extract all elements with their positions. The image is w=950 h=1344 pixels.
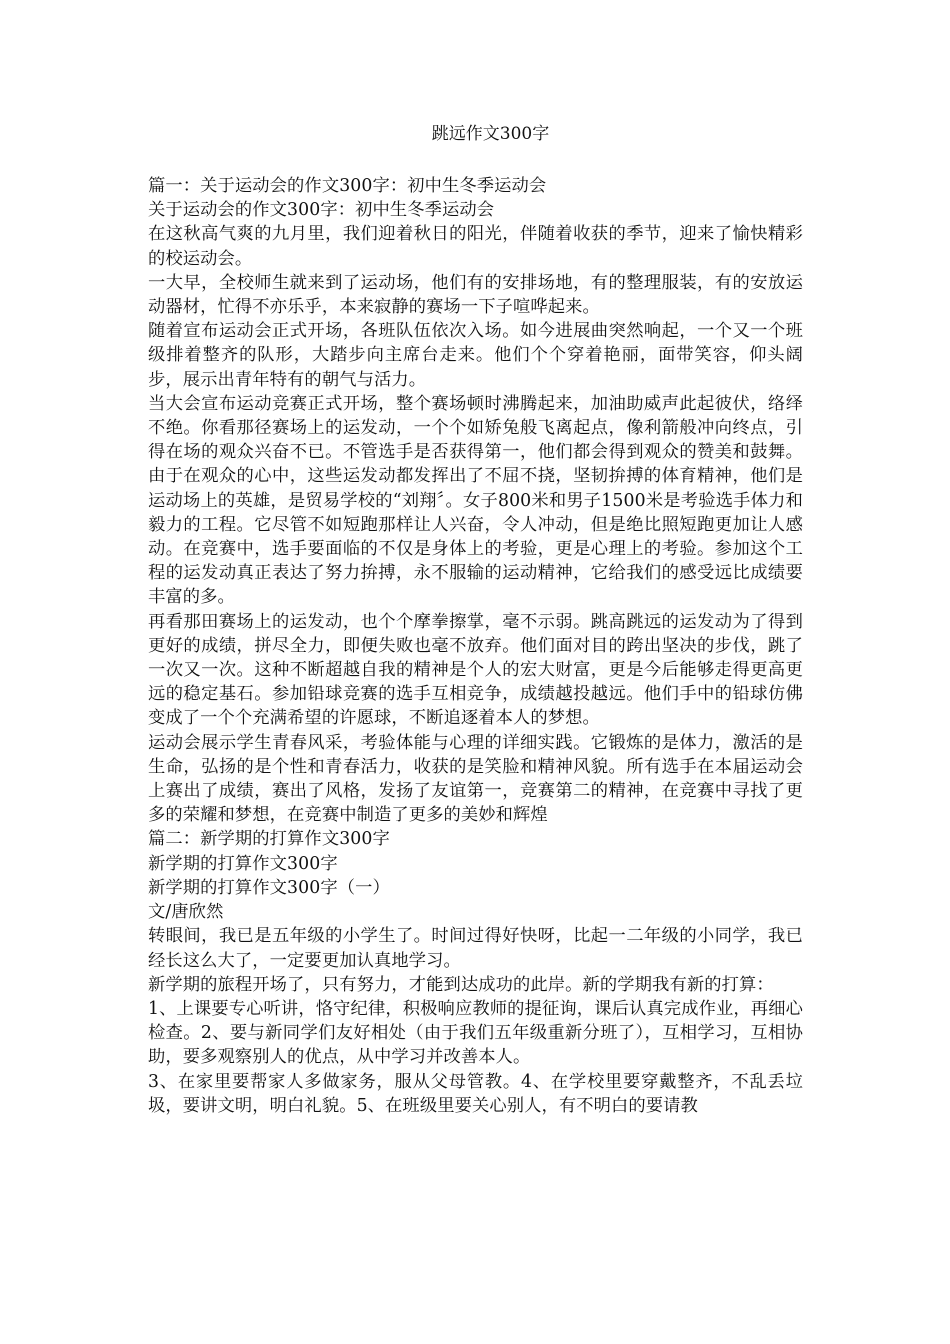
paragraph: 3、在家里要帮家人多做家务，服从父母管教。4、在学校里要穿戴整齐，不乱丢垃圾，要讲文明，明白礼貌。5、在班级里要关心别人，有不明白的要请教: [148, 1071, 803, 1116]
paragraph: 随着宣布运动会正式开场，各班队伍依次入场。如今进展曲突然响起，一个又一个班级排着整齐的队形，大踏步向主席台走来。他们个个穿着艳丽，面带笑容，仰头阔步，展示出青年特有的朝气与活力。: [148, 321, 803, 390]
document-page: [148, 122, 803, 1118]
paragraph: 新学期的旅程开场了，只有努力，才能到达成功的此岸。新的学期我有新的打算：: [148, 974, 774, 995]
paragraph: 运动会展示学生青春风采，考验体能与心理的详细实践。它锻炼的是体力，激活的是生命，弘扬的是个性和青春活力，收获的是笑脸和精神风貌。所有选手在本届运动会上赛出了成绩，赛出了风格，发扬了友谊第一，竞赛第二的精神，在竞赛中寻找了更多的荣耀和梦想，在竞赛中制造了更多的美妙和辉煌: [148, 732, 803, 826]
document-title: 跳远作文300字: [431, 124, 550, 144]
paragraph: 1、上课要专心听讲，恪守纪律，积极响应教师的提征询，课后认真完成作业，再细心检查。2、要与新同学们友好相处（由于我们五年级重新分班了），互相学习，互相协助，要多观察别人的优点，从中学习并改善本人。: [148, 998, 803, 1068]
author-line: 文/唐欣然: [148, 902, 224, 923]
heading-part-two: 篇二：新学期的打算作文300字: [148, 829, 390, 850]
paragraph: 再看那田赛场上的运发动，也个个摩拳擦掌，毫不示弱。跳高跳远的运发动为了得到更好的成绩，拼尽全力，即便失败也毫不放弃。他们面对目的跨出坚决的步伐，跳了一次又一次。这种不断超越自我的精神是个人的宏大财富，更是今后能够走得更高更远的稳定基石。参加铅球竞赛的选手互相竞争，成绩越投越远。他们手中的铅球仿佛变成了一个个充满希望的许愿球，不断追逐着本人的梦想。: [148, 611, 803, 729]
heading-part-one: 篇一：关于运动会的作文300字：初中生冬季运动会: [148, 176, 547, 196]
paragraph: 一大早，全校师生就来到了运动场，他们有的安排场地，有的整理服装，有的安放运动器材，忙得不亦乐乎，本来寂静的赛场一下子喧哗起来。: [148, 272, 803, 318]
paragraph: 在这秋高气爽的九月里，我们迎着秋日的阳光，伴随着收获的季节，迎来了愉快精彩的校运动会。: [148, 224, 803, 269]
essay-title: 新学期的打算作文300字（一）: [148, 877, 390, 898]
subheading-part-one: 关于运动会的作文300字：初中生冬季运动会: [148, 200, 495, 221]
subheading-part-two: 新学期的打算作文300字: [148, 853, 338, 874]
paragraph: 转眼间，我已是五年级的小学生了。时间过得好快呀，比起一二年级的小同学，我已经长这么大了，一定要更加认真地学习。: [148, 926, 803, 971]
paragraph: 当大会宣布运动竞赛正式开场，整个赛场顿时沸腾起来，加油助威声此起彼伏，络绎不绝。你看那径赛场上的运发动，一个个如矫兔般飞离起点，像利箭般冲向终点，引得在场的观众兴奋不已。不管选手是否获得第一，他们都会得到观众的赞美和鼓舞。由于在观众的心中，这些运发动都发挥出了不屈不挠，坚韧拚搏的体育精神，他们是运动场上的英雄，是贸易学校的“刘翔〞。女子800米和男子1500米是考验选手体力和毅力的工程。它尽管不如短跑那样让人兴奋，令人冲动，但是绝比照短跑更加让人感动。在竞赛中，选手要面临的不仅是身体上的考验，更是心理上的考验。参加这个工程的运发动真正表达了努力拚搏，永不服输的运动精神，它给我们的感受远比成绩要丰富的多。: [148, 393, 803, 608]
